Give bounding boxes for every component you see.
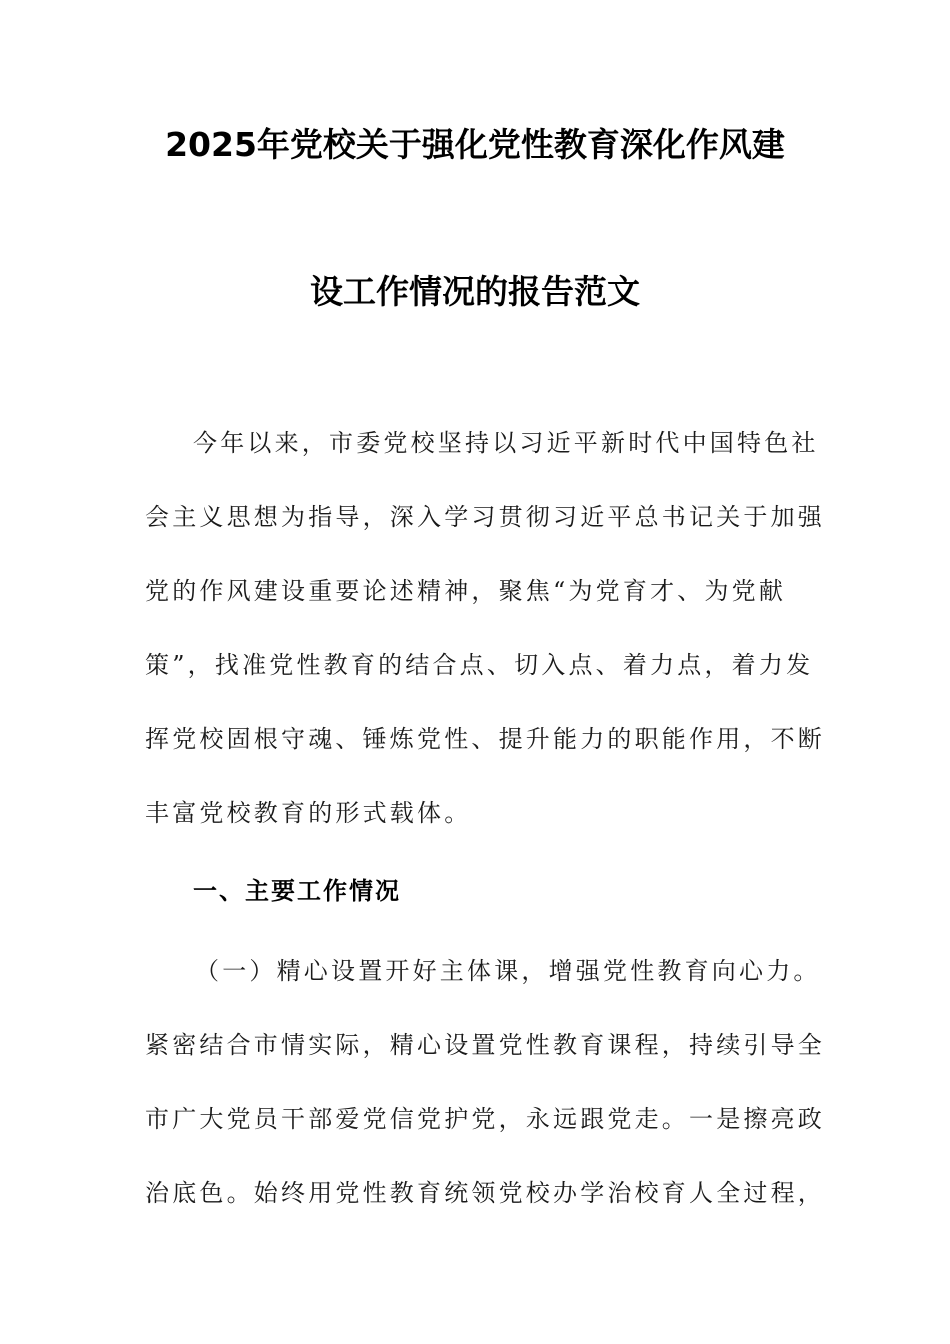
paragraph-1-line-5: 挥党校固根守魂、锤炼党性、提升能力的职能作用，不断: [145, 725, 825, 753]
paragraph-2-line-3: 治底色。始终用党性教育统领党校办学治校育人全过程，: [145, 1179, 825, 1207]
document-title-line-2: 设工作情况的报告范文: [310, 272, 640, 311]
paragraph-1-line-2: 会主义思想为指导，深入学习贯彻习近平总书记关于加强: [145, 503, 825, 531]
paragraph-1-line-6: 丰富党校教育的形式载体。: [145, 799, 472, 827]
paragraph-1-line-4: 策”，找准党性教育的结合点、切入点、着力点，着力发: [145, 651, 814, 679]
section-1-heading: 一、主要工作情况: [193, 877, 401, 905]
paragraph-2-line-2: 市广大党员干部爱党信党护党，永远跟党走。一是擦亮政: [145, 1105, 825, 1133]
paragraph-1-line-1: 今年以来，市委党校坚持以习近平新时代中国特色社: [193, 429, 819, 457]
paragraph-2-line-1: 紧密结合市情实际，精心设置党性教育课程，持续引导全: [145, 1031, 825, 1059]
document-title-line-1: 2025年党校关于强化党性教育深化作风建: [165, 125, 785, 164]
subsection-1-heading: （一）精心设置开好主体课，增强党性教育向心力。: [195, 957, 821, 985]
paragraph-1-line-3: 党的作风建设重要论述精神，聚焦“为党育才、为党献: [145, 577, 787, 605]
